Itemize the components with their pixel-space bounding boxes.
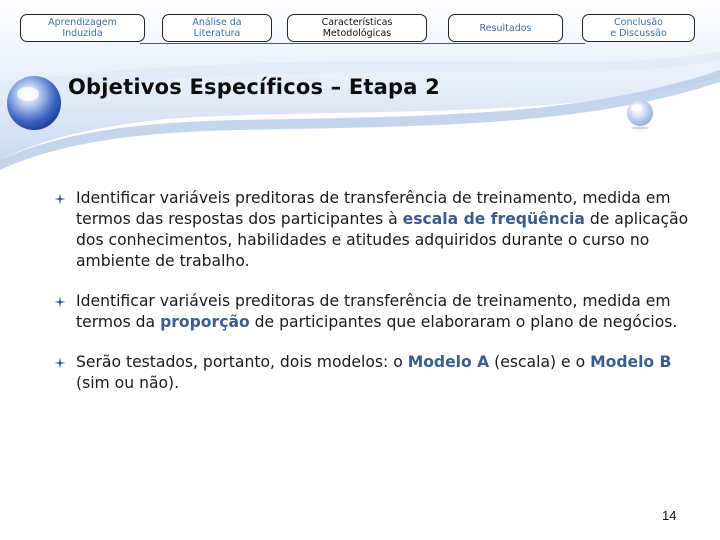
bullet-text: (escala) e o [489,353,591,371]
step-resultados[interactable]: Resultados [448,14,563,42]
highlight-escala-frequencia: escala de freqüência [402,210,585,228]
step-caracteristicas-metodologicas[interactable]: Características Metodológicas [287,14,427,42]
diamond-bullet-icon [54,357,66,369]
step-analise-literatura[interactable]: Análise da Literatura [162,14,272,42]
highlight-proporcao: proporção [160,313,250,331]
step-aprendizagem-induzida[interactable]: Aprendizagem Induzida [20,14,145,42]
bullet-text: Serão testados, portanto, dois modelos: o [76,353,408,371]
bullet-list [54,188,694,413]
bullet-text: Identificar variáveis preditoras de transferência de treinamento, medida em termos da [76,292,671,331]
orb-large [7,76,61,130]
step-navigation [0,14,720,44]
step-conclusao-discussao[interactable]: Conclusão e Discussão [582,14,695,42]
bullet-item [54,291,694,333]
diamond-bullet-icon [54,193,66,205]
bullet-text: de aplicação dos conhecimentos, habilidades e atitudes adquiridos durante o curso no ambiente de trabalho. [76,210,689,270]
bullet-item [54,188,694,272]
bullet-text: Identificar variáveis preditoras de transferência de treinamento, medida em termos das respostas dos participantes à [76,189,671,228]
nav-connector-line [140,43,585,44]
bullet-text: de participantes que elaboraram o plano de negócios. [249,313,678,331]
highlight-modelo-b: Modelo B [590,353,672,371]
slide-title: Objetivos Específicos – Etapa 2 [68,75,440,99]
bullet-text: (sim ou não). [76,374,180,392]
bullet-item [54,352,694,394]
highlight-modelo-a: Modelo A [407,353,490,371]
diamond-bullet-icon [54,296,66,308]
orb-small [627,100,653,126]
page-number: 14 [662,508,677,523]
